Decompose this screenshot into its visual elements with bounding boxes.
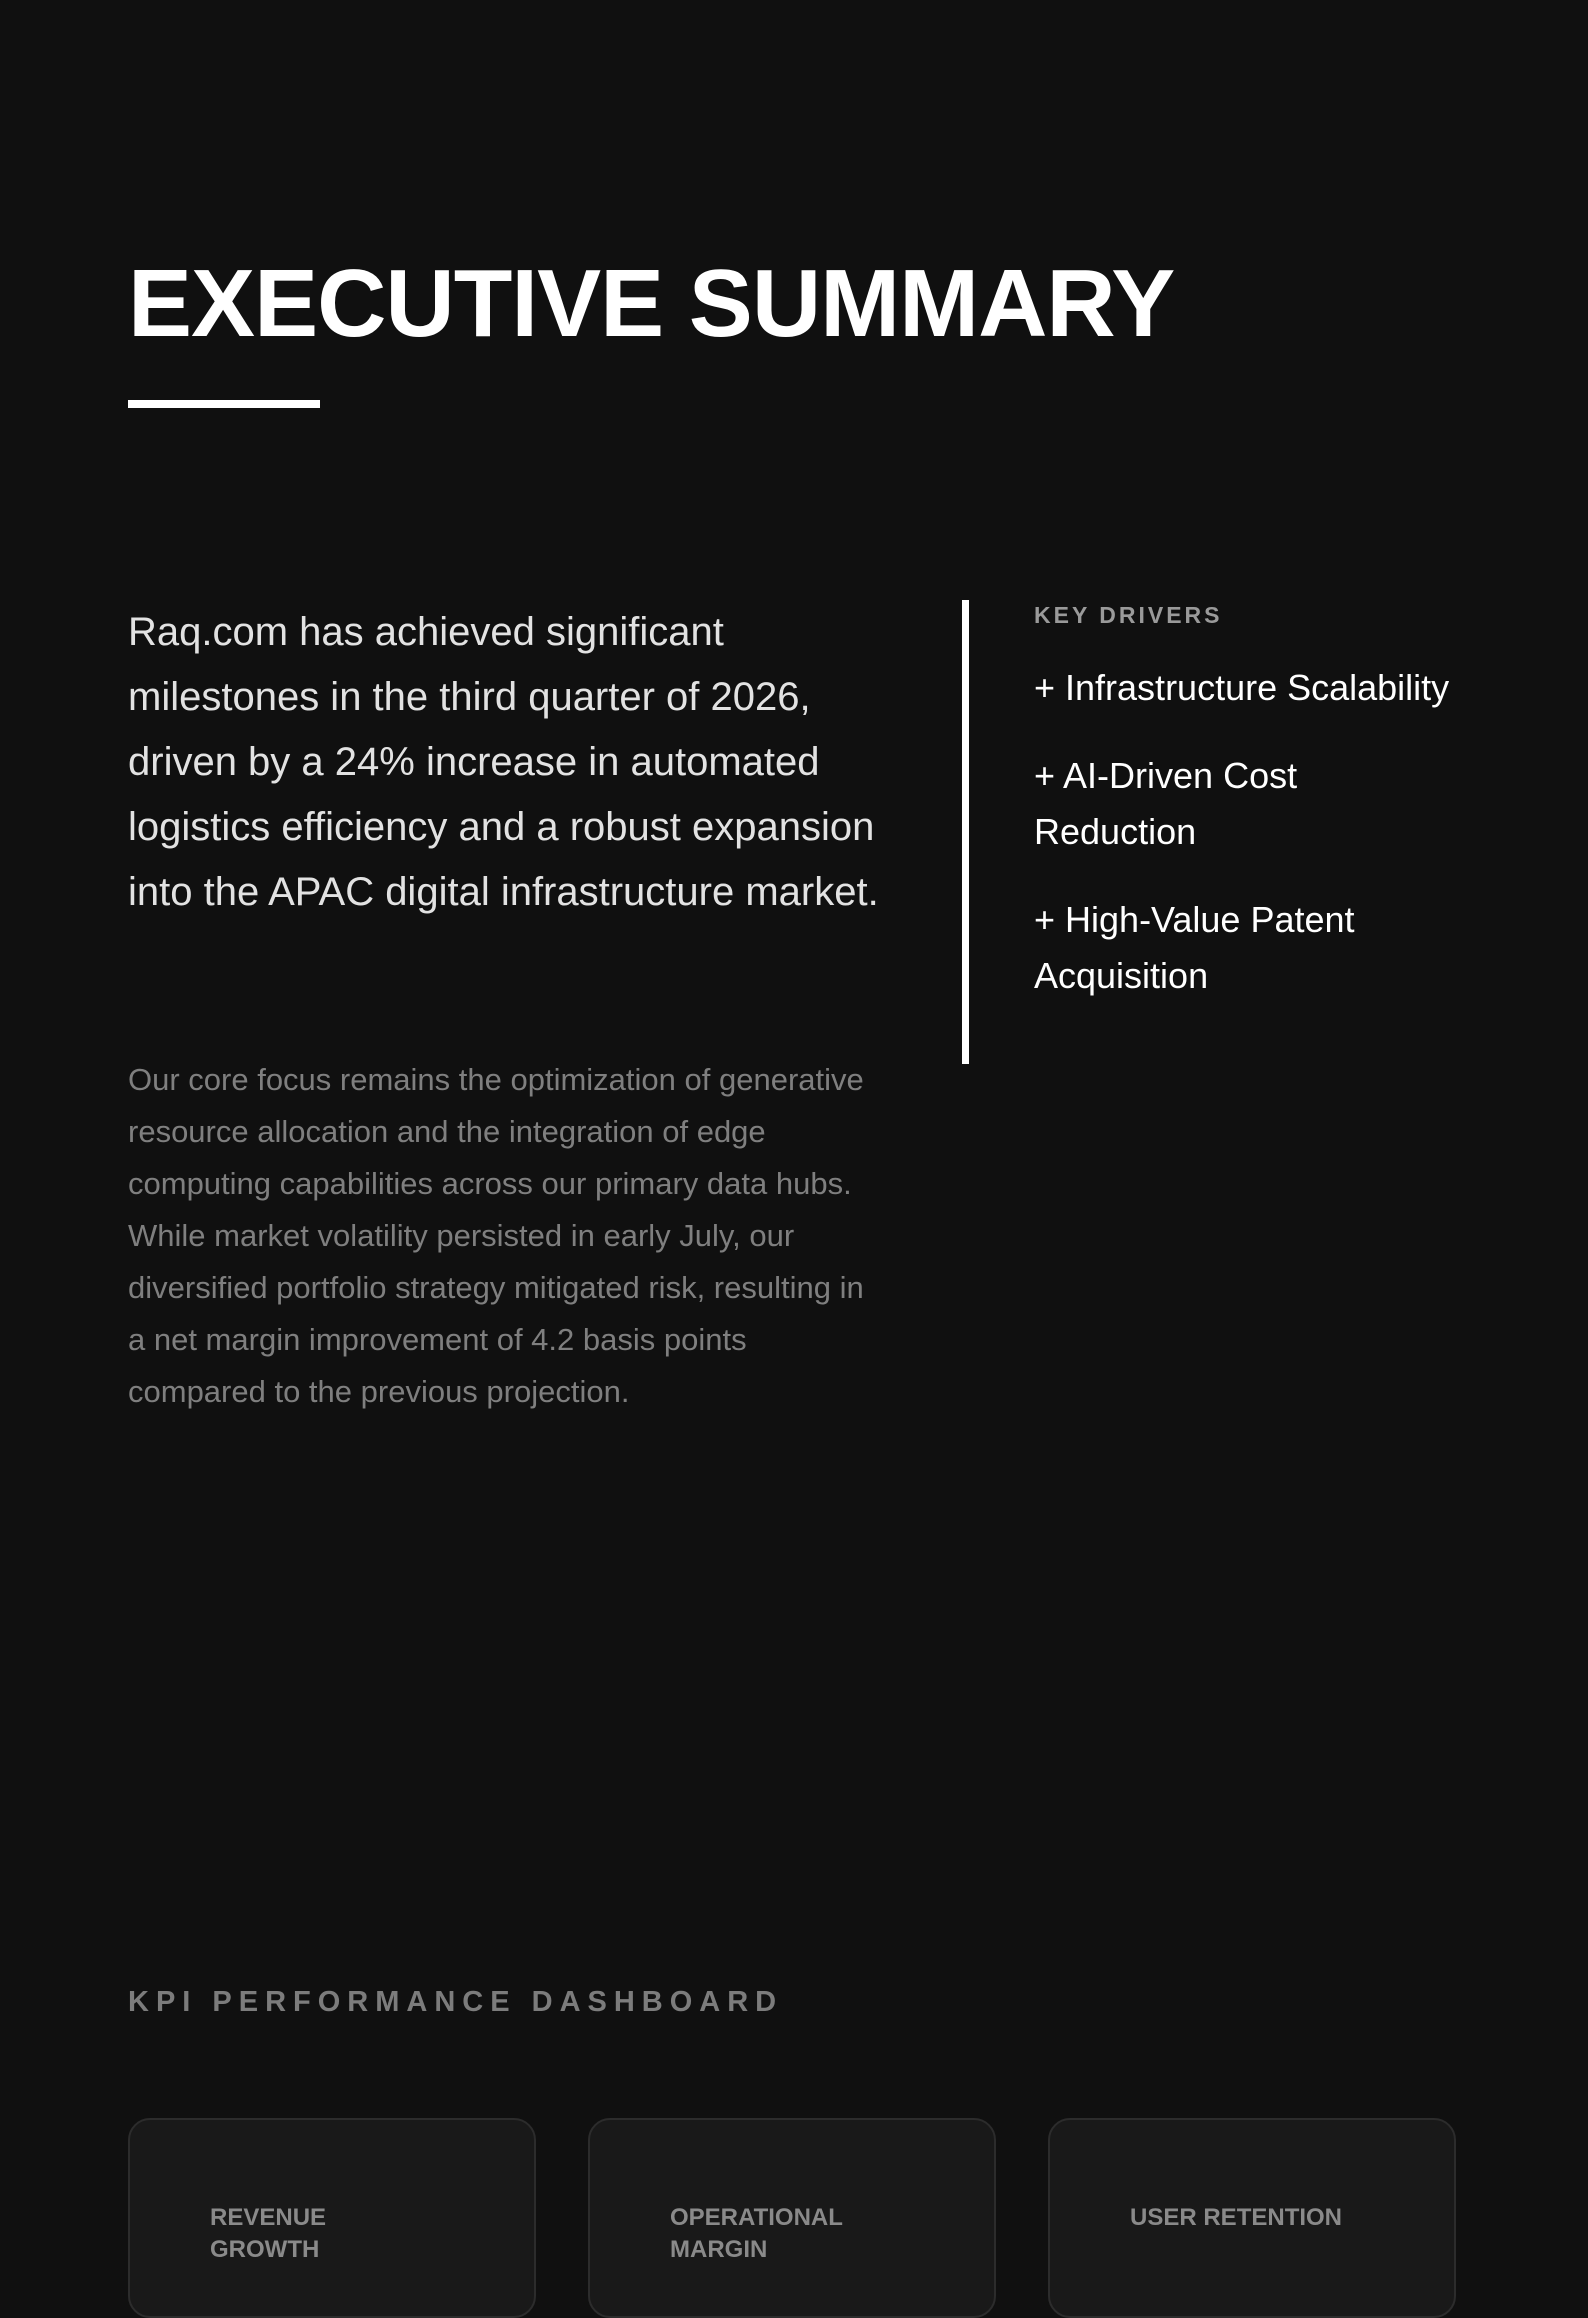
kpi-card-operational-margin [588,2118,996,2318]
kpi-card-label: USER RETENTION [1130,2204,1343,2231]
key-driver-item: + AI-Driven Cost Reduction [1034,755,1298,852]
key-drivers-list [1034,660,1454,1036]
kpi-dashboard-heading: KPI PERFORMANCE DASHBOARD [128,1986,784,2018]
kpi-card-label: REVENUE GROWTH [210,2204,327,2263]
kpi-card-label: OPERATIONAL MARGIN [670,2204,843,2263]
kpi-card-revenue-growth [128,2118,536,2318]
page-title: EXECUTIVE SUMMARY [128,250,1175,357]
key-drivers-divider [962,600,969,1064]
key-driver-item: + Infrastructure Scalability [1034,667,1450,708]
kpi-card-user-retention [1048,2118,1456,2318]
key-drivers-heading: KEY DRIVERS [1034,602,1223,628]
title-underline [128,400,320,408]
summary-body-paragraph: Our core focus remains the optimization of generative resource allocation and the integration of edge computing capabilities across our primary data hubs. While market volatility persisted in early July, our diversified portfolio strategy mitigated risk, resulting in a net margin improvement of 4.2 basis points compared to the previous projection. [128,1062,864,1409]
summary-lead-paragraph: Raq.com has achieved significant milestones in the third quarter of 2026, driven by a 24% increase in automated logistics efficiency and a robust expansion into the APAC digital infrastructure market. [128,610,879,914]
key-driver-item: + High-Value Patent Acquisition [1034,899,1355,996]
